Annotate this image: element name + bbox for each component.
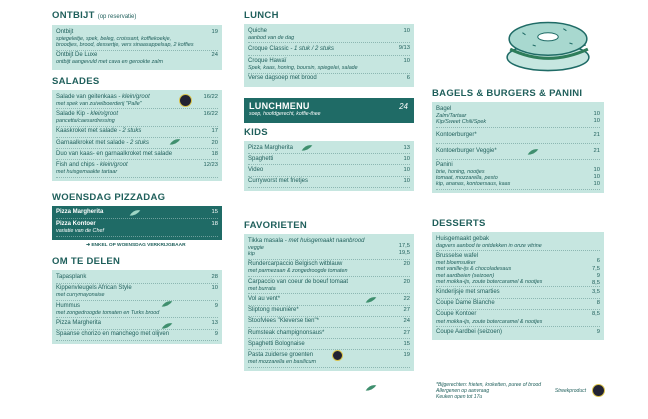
menu-item: Spaanse chorizo en manchego met olijven 9 <box>56 330 218 341</box>
section-title: OM TE DELEN <box>52 256 121 268</box>
section-title: ONTBIJT (op reservatie) <box>52 10 137 21</box>
pizzadag-note-wrap <box>52 240 222 254</box>
menu-item: Rundercarpaccio Belgisch witblauw met parmezaan & zongedroogde tomaten 20 <box>248 260 410 277</box>
menu-item: Duo van kaas- en garnaalkroket met salade 18 <box>56 149 218 160</box>
menu-item: Kippenvleugels African Style met currymayonaise 10 <box>56 284 218 301</box>
menu-item: Stoofvlees "Kleverse tien"* 24 <box>248 317 410 328</box>
section-title: BAGELS & BURGERS & PANINI <box>432 88 583 99</box>
streekproduct-badge-icon <box>592 384 605 397</box>
section-title: WOENSDAG PIZZADAG <box>52 191 166 203</box>
menu-item: Curryworst met frietjes 10 <box>248 177 410 188</box>
menu-item: Bagel Zalm/Tartaar Kip/Sweet Chili/Spek 10 10 <box>436 104 600 128</box>
column-middle <box>244 10 414 366</box>
menu-item: Croque Hawaï Spek, kaas, honing, boursin, spiegelei, salade 10 <box>248 56 410 73</box>
menu-item: Ontbijt spiegeleitje, spek, beleg, croissant, koffiekoekje, broodjes, brood, dessertje, vers sinaasappelsap, 2 koffies 19 <box>56 27 218 51</box>
salades-box <box>52 90 222 181</box>
menu-item: Pizza Margherita 15 <box>56 208 218 219</box>
leaf-icon <box>128 209 142 217</box>
section-title: DESSERTS <box>432 218 486 229</box>
menu-item: Video 10 <box>248 165 410 176</box>
section-title: SALADES <box>52 76 100 88</box>
leaf-icon <box>526 148 540 156</box>
leaf-icon <box>168 138 182 146</box>
lunch-box <box>244 24 414 87</box>
section-om-te-delen <box>52 256 222 343</box>
section-title: LUNCH <box>244 10 279 21</box>
bagel-illustration-icon <box>502 14 594 76</box>
menu-item: Kontoerburger* 21 <box>436 128 600 144</box>
menu-item: Verse dagsoep met brood 6 <box>248 75 410 82</box>
bagels-box <box>432 102 604 193</box>
menu-item: Brusselse wafel met bloemsuiker met vanille-ijs & chocoladesaus met aardbeien (seizoen) met mokka-ijs, zoute botercaramel & nootjes 6 7,5 9 8,5 <box>436 252 600 287</box>
footnote-line: Allergenen op aanvraag <box>436 388 490 394</box>
menu-item: Carpaccio van coeur de boeuf tomaat met burrata 20 <box>248 277 410 294</box>
section-bagels <box>432 88 604 193</box>
menu-item: Tikka masala - met huisgemaakt naanbrood veggie kip 17,5 19,5 <box>248 236 410 260</box>
menu-item: Pizza Kontoer variatie van de Chef 18 <box>56 219 218 237</box>
section-pizzadag <box>52 192 222 255</box>
menu-item: Vol au vent* 22 <box>248 294 410 305</box>
menu-item: Hummus met zongedroogde tomaten en Turks brood 9 <box>56 301 218 318</box>
leaf-icon <box>300 144 314 152</box>
menu-item: Coupe Kontoer met mokka-ijs, zoute botercaramel & nootjes 8,5 <box>436 310 600 327</box>
pizzadag-note: ➜ ENKEL OP WOENSDAG VERKRIJGBAAR <box>86 243 186 249</box>
section-kids <box>244 127 414 191</box>
pizzadag-box <box>52 206 222 241</box>
favorieten-box <box>244 234 414 371</box>
streekproduct-badge-icon <box>332 350 343 361</box>
menu-item: Garnaalkroket met salade - 2 stuks 20 <box>56 138 218 149</box>
section-title: KIDS <box>244 127 268 138</box>
menu-item: Croque Classic - 1 stuk / 2 stuks 9/13 <box>248 43 410 56</box>
menu-item: Kaaskroket met salade - 2 stuks 17 <box>56 127 218 138</box>
ontbijt-box <box>52 25 222 70</box>
lunchmenu-price: 24 <box>399 102 408 111</box>
column-left <box>52 10 222 344</box>
menu-item: Spaghetti Bolognaise 15 <box>248 339 410 350</box>
section-ontbijt <box>52 10 222 70</box>
footnote-line-wrap <box>436 388 586 394</box>
section-title: FAVORIETEN <box>244 220 307 231</box>
menu-item: Pizza Margherita 13 <box>56 318 218 329</box>
menu-item: Salade van geitenkaas - klein/groot met spek van zuivelboerderij "Palle" 16/22 <box>56 92 218 109</box>
footnote <box>436 382 586 400</box>
menu-item: Quiche aanbod van de dag 10 <box>248 26 410 43</box>
menu-item: Spaghetti 10 <box>248 154 410 165</box>
menu-item: Rumsteak champignonsaus* 27 <box>248 328 410 339</box>
menu-item: Sliptong meunière* 27 <box>248 306 410 317</box>
streekproduct-badge-icon <box>179 94 192 107</box>
kids-box <box>244 141 414 191</box>
menu-item: Panini brie, honing, nootjes tomaat, mozzarella, pesto kip, ananas, kontoersaus, kaas 10 10 10 <box>436 160 600 190</box>
om-te-delen-box <box>52 270 222 343</box>
menu-item: Tapasplank 28 <box>56 272 218 283</box>
lunchmenu-title: LUNCHMENU <box>249 101 310 111</box>
menu-item: Huisgemaakt gebak dagvers aanbod te ontdekken in onze vitrine <box>436 234 600 251</box>
menu-item: Coupe Dame Blanche 8 <box>436 299 600 310</box>
leaf-icon <box>364 384 378 392</box>
leaf-icon <box>160 300 174 308</box>
section-favorieten <box>244 220 414 371</box>
desserts-box <box>432 232 604 340</box>
footnote-line: Keuken open tot 17u <box>436 394 483 400</box>
menu-item: Pizza Margherita 13 <box>248 143 410 154</box>
column-right <box>432 10 604 410</box>
section-salades <box>52 76 222 181</box>
leaf-icon <box>160 322 174 330</box>
lunchmenu-banner <box>244 98 414 123</box>
menu-item: Salade Kip - klein/groot pancetta/caesardressing 16/22 <box>56 109 218 126</box>
footnote-line: *Bijgerechten: frieten, kroketten, puree of brood <box>436 382 542 388</box>
lunchmenu-subtitle: soep, hoofdgerecht, koffie-thee <box>249 111 321 117</box>
leaf-icon <box>364 296 378 304</box>
menu-item: Kontoerburger Veggie* 21 <box>436 144 600 160</box>
menu-item: Coupe Aardbei (seizoen) 9 <box>436 328 600 335</box>
menu-item: Fish and chips - klein/groot met huisgemaakte tartaar 12/23 <box>56 160 218 177</box>
section-lunch <box>244 10 414 87</box>
section-desserts <box>432 218 604 340</box>
streekproduct-label: Streekproduct <box>554 388 586 394</box>
menu-item: Kinderijsje met smarties 3,5 <box>436 287 600 298</box>
menu-item: Pasta zuiderse groenten met mozzarella en basilicum 19 <box>248 350 410 367</box>
menu-item: Ontbijt De Luxe ontbijt aangevuld met cava en gerookte zalm 24 <box>56 52 218 66</box>
